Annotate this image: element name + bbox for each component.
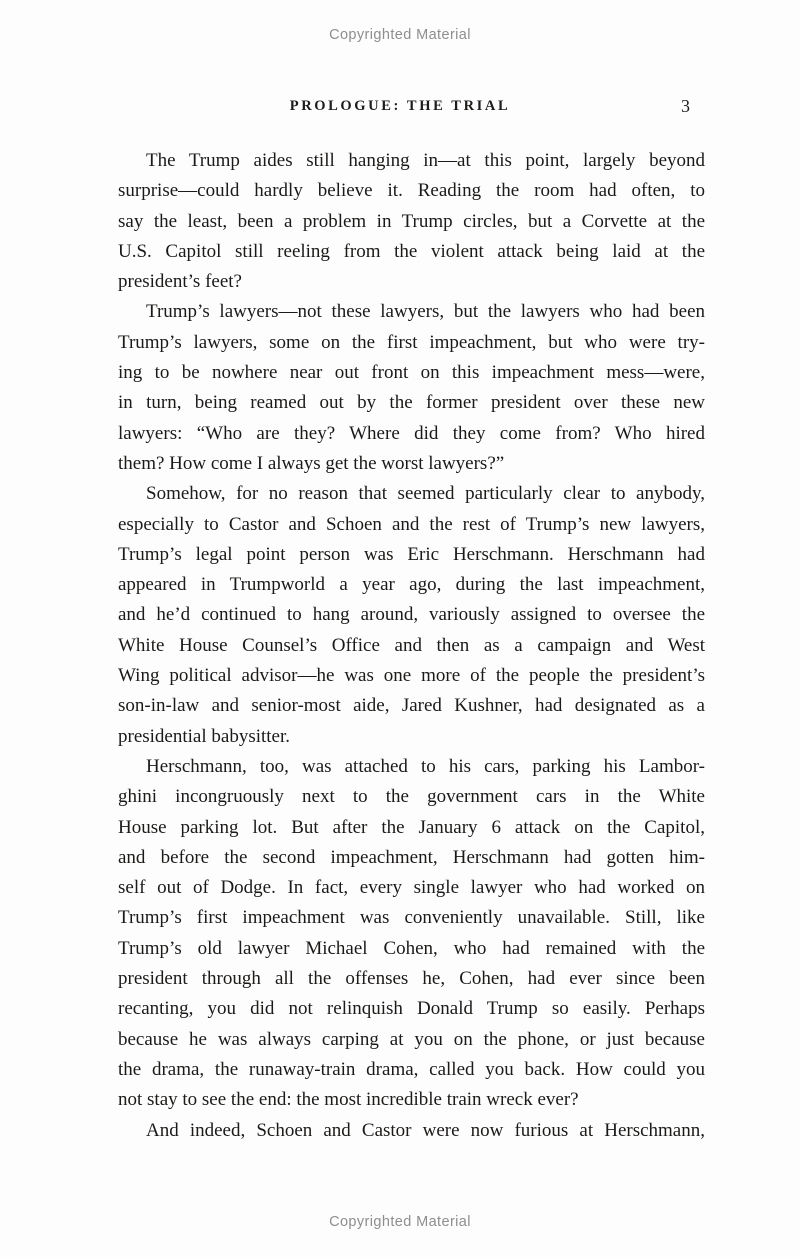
body-paragraph [118, 752, 705, 1116]
body-line: Trump’s first impeachment was conveniently unavailable. Still, like [118, 907, 705, 929]
body-line: surprise—could hardly believe it. Reading the room had often, to [118, 180, 705, 202]
body-line: especially to Castor and Schoen and the rest of Trump’s new lawyers, [118, 513, 705, 535]
body-line: the drama, the runaway-train drama, called you back. How could you [118, 1058, 705, 1080]
top-copyright-notice: Copyrighted Material [329, 27, 471, 43]
body-line: self out of Dodge. In fact, every single lawyer who had worked on [118, 877, 705, 899]
running-header [0, 98, 800, 120]
body-line: And indeed, Schoen and Castor were now furious at Herschmann, [146, 1119, 705, 1141]
body-line: not stay to see the end: the most incredible train wreck ever? [118, 1089, 579, 1111]
body-paragraph [118, 297, 705, 479]
body-line: ing to be nowhere near out front on this impeachment mess—were, [118, 362, 705, 384]
body-line: say the least, been a problem in Trump circles, but a Corvette at the [118, 210, 705, 232]
body-line: recanting, you did not relinquish Donald Trump so easily. Perhaps [118, 998, 705, 1020]
body-paragraph [118, 146, 705, 297]
body-line: U.S. Capitol still reeling from the violent attack being laid at the [118, 240, 705, 262]
body-line: because he was always carping at you on the phone, or just because [118, 1028, 705, 1050]
body-paragraph [118, 479, 705, 752]
body-line: Herschmann, too, was attached to his cars, parking his Lambor- [146, 755, 705, 777]
page-body [118, 146, 705, 1146]
body-line: president through all the offenses he, Cohen, had ever since been [118, 968, 705, 990]
body-line: presidential babysitter. [118, 725, 291, 747]
body-line: White House Counsel’s Office and then as a campaign and West [118, 634, 705, 656]
body-line: Trump’s lawyers, some on the first impeachment, but who were try- [118, 331, 705, 353]
body-line: president’s feet? [118, 271, 242, 293]
body-line: House parking lot. But after the January 6 attack on the Capitol, [118, 816, 705, 838]
body-line: in turn, being reamed out by the former president over these new [118, 392, 705, 414]
body-line: and he’d continued to hang around, variously assigned to oversee the [118, 604, 705, 626]
body-line: appeared in Trumpworld a year ago, during the last impeachment, [118, 574, 705, 596]
body-line: lawyers: “Who are they? Where did they come from? Who hired [118, 422, 705, 444]
body-line: Wing political advisor—he was one more of the people the president’s [118, 665, 705, 687]
bottom-copyright-notice: Copyrighted Material [329, 1214, 471, 1230]
body-paragraph [118, 1116, 705, 1146]
body-line: Trump’s old lawyer Michael Cohen, who had remained with the [118, 937, 705, 959]
body-line: Trump’s legal point person was Eric Herschmann. Herschmann had [118, 543, 705, 565]
body-line: son-in-law and senior-most aide, Jared Kushner, had designated as a [118, 695, 705, 717]
header-title: PROLOGUE: THE TRIAL [289, 98, 511, 114]
page-number: 3 [681, 96, 690, 116]
body-line: ghini incongruously next to the government cars in the White [118, 786, 705, 808]
body-line: The Trump aides still hanging in—at this point, largely beyond [146, 150, 705, 171]
body-line: Somehow, for no reason that seemed particularly clear to anybody, [146, 483, 705, 505]
body-line: and before the second impeachment, Herschmann had gotten him- [118, 846, 705, 868]
body-line: them? How come I always get the worst lawyers?” [118, 452, 505, 474]
body-line: Trump’s lawyers—not these lawyers, but the lawyers who had been [146, 301, 705, 323]
